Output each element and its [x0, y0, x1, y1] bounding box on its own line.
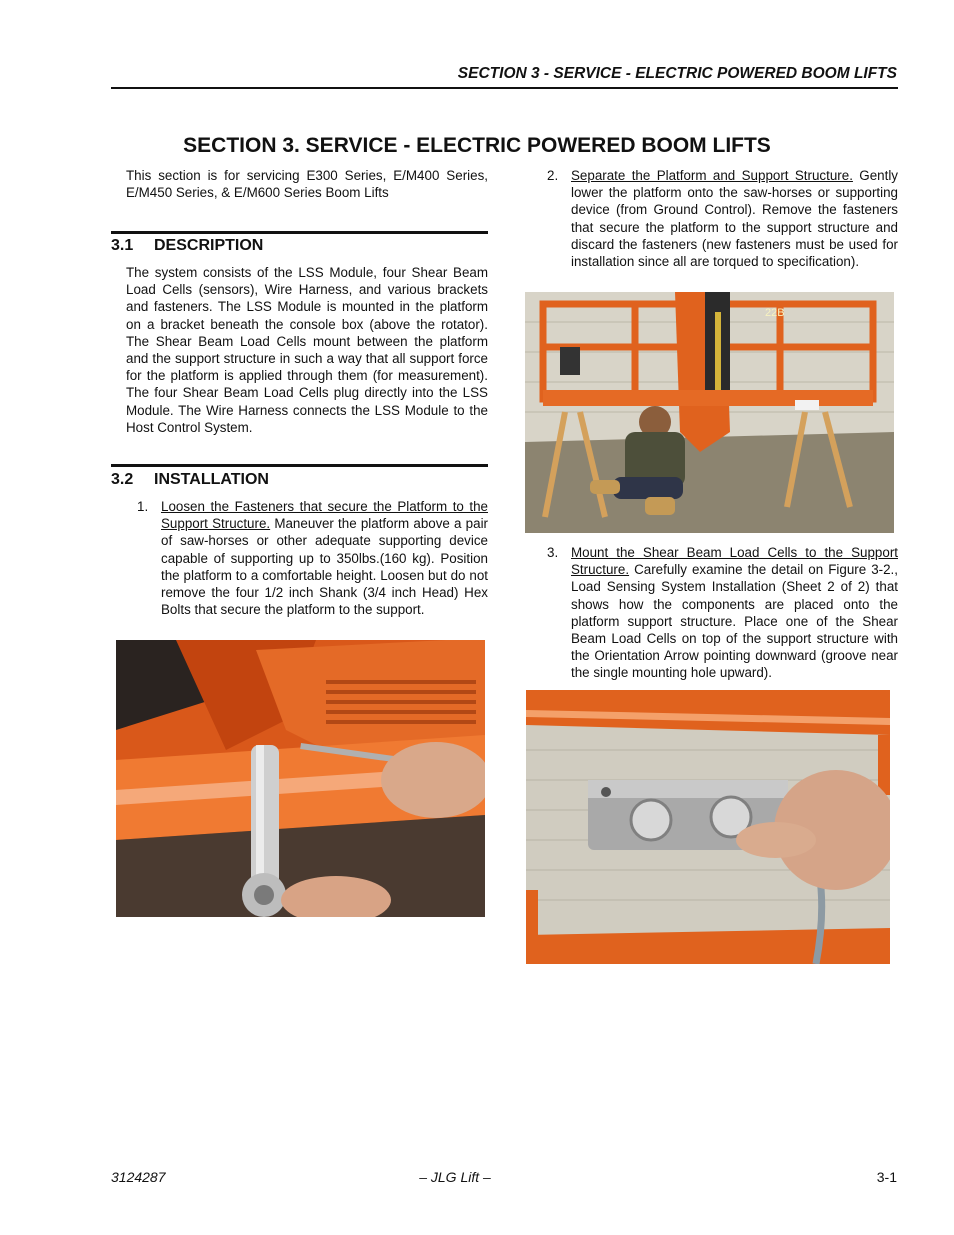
section-rule-3-2	[111, 464, 488, 467]
step-number: 3.	[547, 545, 559, 560]
step-title: Loosen the Fasteners that secure the Platform to the Support Structure.	[161, 499, 488, 532]
footer-publisher: – JLG Lift –	[419, 1169, 491, 1185]
heading-installation	[111, 471, 269, 489]
step-title: Separate the Platform and Support Structure.	[571, 168, 853, 183]
step-title: Mount the Shear Beam Load Cells to the Support Structure.	[571, 545, 898, 578]
header-rule	[111, 87, 898, 89]
description-paragraph: The system consists of the LSS Module, four Shear Beam Load Cells (sensors), Wire Harness, and various brackets and fasteners. The LSS Module is mounted in the platform on a bracket beneath the console box (above the rotator). The Shear Beam Load Cells mount between the platform and the support structure in such a way that all support force for the platform is applied through them (for measurement). The four Shear Beam Load Cells plug directly into the LSS Module. The Wire Harness connects the LSS Module to the Host Control System.	[126, 265, 488, 435]
heading-text: DESCRIPTION	[154, 237, 264, 254]
step-body: Carefully examine the detail on Figure 3-2., Load Sensing System Installation (Sheet 2 of 2) that shows how the components are placed onto the platform support structure. Place one of the Shear Beam Load Cells on top of the support structure with the Orientation Arrow pointing downward (groove near the single mounting hole upward).	[571, 562, 898, 681]
platform-number-label: 22B	[765, 307, 785, 319]
footer-document-number: 3124287	[111, 1169, 166, 1185]
heading-number: 3.2	[111, 471, 134, 488]
photo-load-cell	[526, 690, 890, 964]
heading-description	[111, 237, 263, 255]
section-title: SECTION 3. SERVICE - ELECTRIC POWERED BOOM LIFTS	[183, 134, 771, 157]
footer-page-number: 3-1	[876, 1169, 897, 1185]
section-rule-3-1	[111, 231, 488, 234]
intro-paragraph: This section is for servicing E300 Series, E/M400 Series, E/M450 Series, & E/M600 Series Boom Lifts	[126, 168, 488, 201]
heading-text: INSTALLATION	[154, 471, 269, 488]
step-number: 2.	[547, 168, 559, 183]
photo-loosening-bolt	[116, 640, 485, 917]
step-3-text	[571, 544, 898, 682]
heading-number: 3.1	[111, 237, 134, 254]
step-body: Maneuver the platform above a pair of saw-horses or other adequate supporting device capable of supporting up to 350lbs.(160 kg). Position the platform to a comfortable height. Loosen but do not remove the four 1/2 inch Shank (3/4 inch Head) Hex Bolts that secure the platform to the support.	[161, 516, 488, 618]
step-number: 1.	[137, 499, 149, 514]
photo-platform-on-sawhorses	[525, 292, 894, 533]
step-2-text	[571, 167, 898, 270]
running-header: SECTION 3 - SERVICE - ELECTRIC POWERED BOOM LIFTS	[457, 65, 897, 82]
step-body: Gently lower the platform onto the saw-horses or supporting device (from Ground Control). Remove the fasteners that secure the platform to the support structure and discard the fasteners (new fasteners must be used for installation since all are torqued to specification).	[571, 168, 899, 270]
step-1-text	[161, 498, 488, 618]
